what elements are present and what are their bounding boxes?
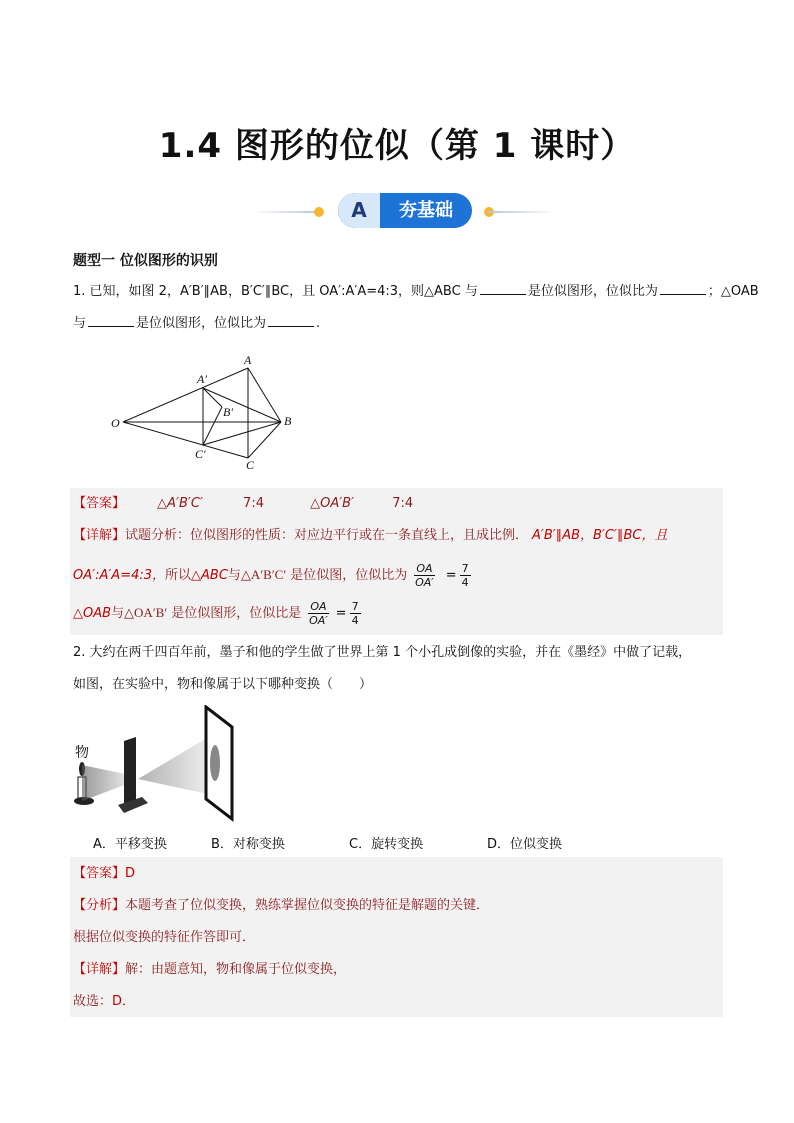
detail-text-2c: 与 bbox=[227, 568, 241, 583]
banner-dot-left bbox=[314, 207, 324, 217]
q2-analysis-text: 本题考查了位似变换，熟练掌握位似变换的特征是解题的关键． bbox=[125, 898, 490, 913]
equals-sign-2: = bbox=[335, 606, 347, 621]
detail-tag: 【详解】 bbox=[73, 528, 126, 543]
q1-line1 bbox=[73, 282, 759, 302]
q2-detail-line bbox=[73, 960, 346, 980]
q2-line2: 如图，在实验中，物和像属于以下哪种变换（ ） bbox=[73, 677, 373, 692]
detail-text-2-red: OA′:A′A=4:3， bbox=[73, 568, 166, 583]
q1-text-f: . bbox=[316, 316, 321, 331]
q2-analysis-tag: 【分析】 bbox=[73, 898, 126, 913]
q1-blank-1 bbox=[480, 282, 526, 295]
ratio-fraction-2 bbox=[308, 600, 328, 627]
ratio-fraction bbox=[414, 562, 434, 589]
detail-text-2b: △ABC bbox=[191, 568, 228, 583]
fig-label-b: B bbox=[284, 414, 292, 428]
q1-blank-3 bbox=[88, 314, 134, 327]
detail-text-3c: OA′B′ bbox=[134, 605, 168, 620]
q2-analysis-line bbox=[73, 896, 489, 916]
answer-value-1: △A′B′C′ bbox=[157, 496, 203, 511]
detail-text-3a: △OAB bbox=[73, 606, 112, 621]
equals-sign: = bbox=[445, 568, 457, 583]
q1-text-a: 1. 已知，如图 2，A′B′∥AB，B′C′∥BC，且 OA′:A′A=4:3，则△ABC 与 bbox=[73, 284, 478, 299]
q2-detail-text: 解：由题意知，物和像属于位似变换， bbox=[125, 962, 347, 977]
val-num: 7 bbox=[461, 562, 469, 575]
q1-text-e: 是位似图形，位似比为 bbox=[136, 316, 267, 331]
q2-analysis-line2: 根据位似变换的特征作答即可． bbox=[73, 930, 256, 945]
val-den: 4 bbox=[461, 576, 469, 589]
frac-den: OA′ bbox=[415, 576, 434, 589]
detail-text-3d: 是位似图形，位似比是 bbox=[171, 606, 302, 621]
frac-num-2: OA bbox=[310, 600, 327, 613]
q1-blank-2 bbox=[660, 282, 706, 295]
banner-label: 夯基础 bbox=[399, 200, 453, 221]
q1-detail-line3 bbox=[73, 596, 364, 631]
q2-choice-value: D． bbox=[112, 994, 136, 1009]
banner-divider-left bbox=[250, 211, 320, 213]
pinhole-camera-figure bbox=[72, 705, 242, 823]
fig-label-b-prime: B′ bbox=[223, 405, 233, 419]
q2-detail-tag: 【详解】 bbox=[73, 962, 126, 977]
banner-divider-right bbox=[488, 211, 558, 213]
val-den-2: 4 bbox=[351, 614, 359, 627]
detail-text-3b: 与△ bbox=[111, 606, 135, 621]
q1-text-b: 是位似图形，位似比为 bbox=[527, 284, 658, 299]
q2-choice-prefix: 故选： bbox=[73, 994, 113, 1009]
q2-choice-line bbox=[73, 992, 135, 1012]
detail-text-1-red: A′B′∥AB，B′C′∥BC，且 bbox=[532, 528, 668, 543]
val-num-2: 7 bbox=[351, 600, 359, 613]
q1-detail-line1 bbox=[73, 526, 667, 546]
q2-answer-value: D bbox=[125, 866, 136, 881]
ratio-value-2 bbox=[350, 600, 361, 627]
answer-value-3: △OA′B′ bbox=[310, 496, 355, 511]
page-title: 1.4 图形的位似（第 1 课时） bbox=[158, 126, 636, 166]
answer-value-4: 7:4 bbox=[392, 496, 414, 511]
option-d[interactable]: D．位似变换 bbox=[487, 837, 563, 852]
ratio-value bbox=[460, 562, 471, 589]
fig-label-a: A bbox=[244, 353, 252, 367]
detail-text-2a: 所以 bbox=[165, 568, 192, 583]
option-a[interactable]: A．平移变换 bbox=[93, 837, 167, 852]
q1-detail-line2 bbox=[73, 558, 474, 593]
object-label: 物 bbox=[75, 745, 89, 761]
fig-label-c-prime: C′ bbox=[195, 447, 206, 461]
frac-den-2: OA′ bbox=[309, 614, 328, 627]
q1-line2 bbox=[73, 314, 320, 334]
option-b[interactable]: B．对称变换 bbox=[211, 837, 285, 852]
frac-num: OA bbox=[416, 562, 433, 575]
q2-answer-tag: 【答案】 bbox=[73, 866, 126, 881]
option-c[interactable]: C．旋转变换 bbox=[349, 837, 424, 852]
detail-text-1: 试题分析：位似图形的性质：对应边平行或在一条直线上，且成比例． bbox=[125, 528, 529, 543]
section-heading: 题型一 位似图形的识别 bbox=[73, 253, 218, 269]
answer-value-2: 7:4 bbox=[243, 496, 264, 511]
detail-text-2e: 是位似图，位似比为 bbox=[290, 568, 408, 583]
q1-geometry-figure bbox=[105, 350, 305, 475]
q1-text-d: 与 bbox=[73, 316, 87, 331]
detail-text-2d: △A′B′C′ bbox=[240, 567, 287, 582]
q1-text-c: ；△OAB bbox=[707, 284, 759, 299]
fig-label-o: O bbox=[111, 416, 120, 430]
fig-label-c: C bbox=[246, 458, 255, 472]
banner-letter: A bbox=[338, 193, 380, 228]
q2-answer-line bbox=[73, 864, 135, 884]
q1-answer-line bbox=[73, 494, 413, 514]
section-banner bbox=[338, 193, 472, 228]
answer-tag: 【答案】 bbox=[73, 496, 126, 511]
fig-label-a-prime: A′ bbox=[197, 372, 207, 386]
q2-line1: 2. 大约在两千四百年前，墨子和他的学生做了世界上第 1 个小孔成倒像的实验，并在《墨经》中做了记载， bbox=[73, 645, 692, 660]
q1-blank-4 bbox=[268, 314, 314, 327]
